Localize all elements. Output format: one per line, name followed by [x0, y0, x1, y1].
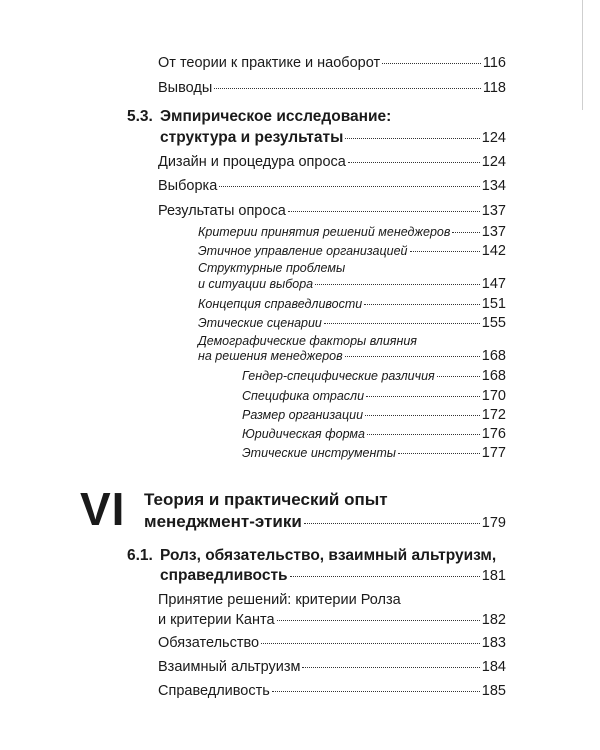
chapter-numeral: VI: [80, 483, 126, 535]
section-title-line: справедливость: [160, 567, 288, 584]
toc-subsubentry[interactable]: [242, 445, 506, 461]
toc-subsubentry[interactable]: [242, 388, 506, 404]
toc-entry-title: Выводы: [158, 80, 213, 96]
toc-subsubentry[interactable]: [242, 426, 506, 442]
toc-entry-title: Выборка: [158, 178, 218, 194]
toc-entry-title: Результаты опроса: [158, 203, 286, 219]
toc-subentry[interactable]: [198, 315, 506, 331]
toc-entry-page: 183: [481, 635, 506, 651]
toc-subsubentry[interactable]: [242, 407, 506, 423]
toc-entry-page: 137: [481, 203, 506, 219]
toc-entry-page: 185: [481, 683, 506, 699]
toc-entry-title-line: и ситуации выбора: [198, 277, 314, 291]
toc-entry-title: Гендер-специфические различия: [242, 369, 435, 383]
leader-dots: [345, 356, 480, 357]
leader-dots: [348, 162, 480, 163]
toc-entry-title: Обязательство: [158, 635, 260, 651]
leader-dots: [398, 453, 480, 454]
leader-dots: [277, 620, 480, 621]
leader-dots: [410, 251, 480, 252]
toc-subentry[interactable]: [198, 276, 506, 292]
toc-entry-page: 151: [481, 296, 506, 312]
leader-dots: [382, 63, 481, 64]
toc-subentry[interactable]: [198, 243, 506, 259]
section-heading[interactable]: [160, 129, 506, 147]
toc-entry-title: Взаимный альтруизм: [158, 659, 301, 675]
toc-entry-title-line: Демографические факторы влияния: [198, 334, 417, 348]
leader-dots: [219, 186, 480, 187]
leader-dots: [272, 691, 480, 692]
section-heading[interactable]: [160, 567, 506, 585]
toc-subentry[interactable]: [198, 296, 506, 312]
toc-entry-title: Этические сценарии: [198, 316, 322, 330]
toc-entry-title: Справедливость: [158, 683, 270, 699]
toc-subentry[interactable]: [198, 224, 506, 240]
toc-entry-page: 181: [481, 568, 506, 584]
chapter-title-line: менеджмент-этики: [144, 512, 302, 531]
toc-entry-title: Этичное управление организацией: [198, 244, 408, 258]
toc-entry-page: 134: [481, 178, 506, 194]
toc-entry-title: Критерии принятия решений менеджеров: [198, 225, 451, 239]
toc-entry[interactable]: [158, 683, 506, 699]
toc-entry-page: 124: [481, 130, 506, 146]
toc-entry-page: 168: [481, 368, 506, 384]
leader-dots: [365, 415, 480, 416]
toc-entry-page: 168: [481, 348, 506, 364]
chapter-title-line: Теория и практический опыт: [144, 490, 388, 509]
toc-entry-page: 179: [481, 515, 506, 531]
section-title-line: Эмпирическое исследование:: [160, 108, 392, 125]
section-number: 6.1.: [127, 547, 153, 564]
leader-dots: [367, 434, 480, 435]
section-title-line: структура и результаты: [160, 129, 344, 146]
toc-entry-page: 184: [481, 659, 506, 675]
toc-entry-title: Размер организации: [242, 408, 364, 422]
toc-entry-title: Этические инструменты: [242, 446, 396, 460]
leader-dots: [437, 376, 480, 377]
page-edge-divider: [582, 0, 583, 110]
toc-entry[interactable]: [158, 154, 506, 170]
leader-dots: [290, 576, 480, 577]
leader-dots: [288, 211, 480, 212]
leader-dots: [214, 88, 481, 89]
toc-entry-title-line: и критерии Канта: [158, 612, 275, 628]
toc-entry-title: Дизайн и процедура опроса: [158, 154, 346, 170]
toc-subsubentry[interactable]: [242, 368, 506, 384]
toc-entry-page: 172: [481, 407, 506, 423]
toc-entry-page: 170: [481, 388, 506, 404]
section-number: 5.3.: [127, 108, 153, 125]
leader-dots: [345, 138, 479, 139]
leader-dots: [452, 232, 479, 233]
section-title-line: Ролз, обязательство, взаимный альтруизм,: [160, 547, 497, 564]
toc-entry-page: 176: [481, 426, 506, 442]
toc-entry[interactable]: [158, 178, 506, 194]
toc-entry[interactable]: [158, 659, 506, 675]
chapter-heading[interactable]: [144, 512, 506, 532]
toc-entry-title: Юридическая форма: [242, 427, 365, 441]
toc-entry-page: 118: [482, 80, 506, 96]
toc-entry[interactable]: [158, 612, 506, 628]
leader-dots: [324, 323, 480, 324]
toc-entry-title: Концепция справедливости: [198, 297, 363, 311]
leader-dots: [315, 284, 480, 285]
leader-dots: [364, 304, 480, 305]
toc-entry-title-line: Структурные проблемы: [198, 261, 346, 275]
toc-entry-page: 182: [481, 612, 506, 628]
toc-entry[interactable]: [158, 203, 506, 219]
toc-entry[interactable]: [158, 635, 506, 651]
toc-entry[interactable]: [158, 55, 506, 71]
toc-entry-page: 147: [481, 276, 506, 292]
toc-entry-page: 116: [482, 55, 506, 71]
toc-entry-title: От теории к практике и наоборот: [158, 55, 381, 71]
toc-entry-title-line: на решения менеджеров: [198, 349, 343, 363]
toc-entry-page: 177: [481, 445, 506, 461]
toc-subentry[interactable]: [198, 348, 506, 364]
toc-entry-page: 124: [481, 154, 506, 170]
leader-dots: [261, 643, 480, 644]
toc-entry-title: Специфика отрасли: [242, 389, 365, 403]
toc-entry-page: 142: [481, 243, 506, 259]
toc-entry-title-line: Принятие решений: критерии Ролза: [158, 592, 401, 608]
toc-entry-page: 137: [481, 224, 506, 240]
leader-dots: [304, 523, 480, 524]
leader-dots: [302, 667, 479, 668]
leader-dots: [366, 396, 480, 397]
toc-entry[interactable]: [158, 80, 506, 96]
toc-entry-page: 155: [481, 315, 506, 331]
